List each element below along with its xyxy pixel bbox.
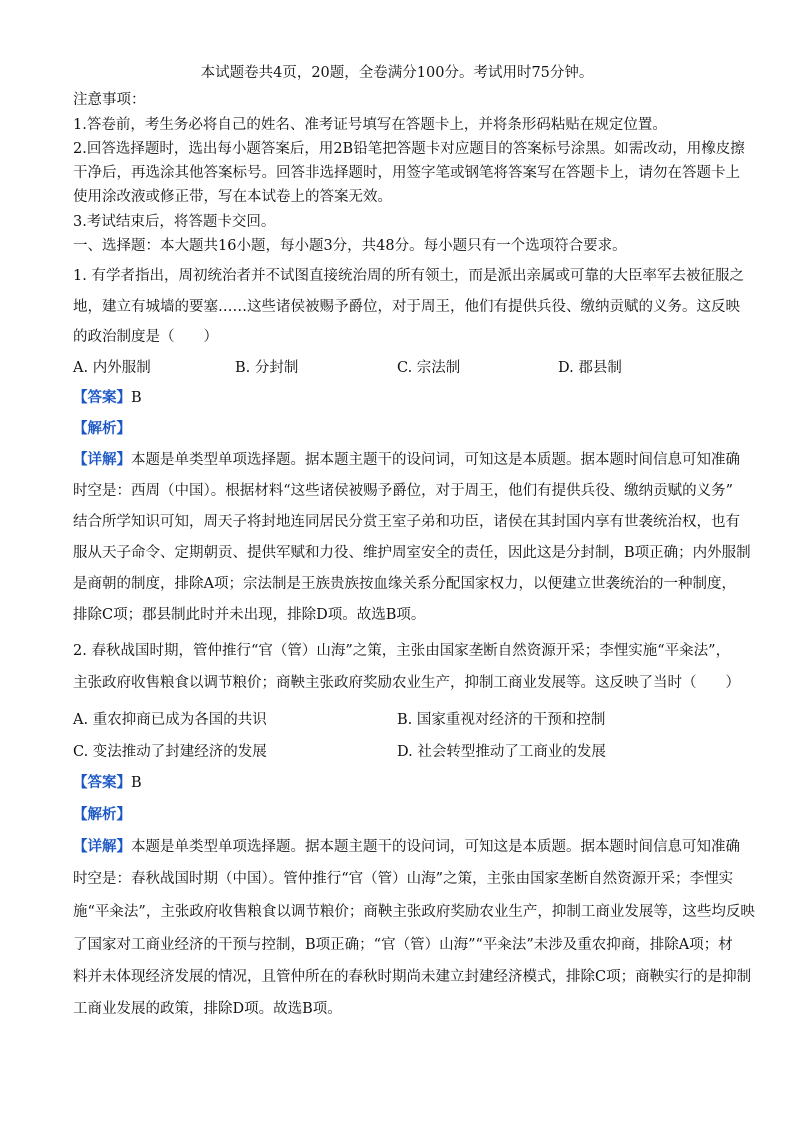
notice-item: 2.回答选择题时，选出每小题答案后，用2B铅笔把答题卡对应题目的答案标号涂黑。如需改动，用橡皮擦: [73, 141, 745, 157]
question-1-analysis-tag: [73, 419, 723, 439]
question-2-answer: [73, 773, 723, 793]
analysis-tag: 【解析】: [73, 806, 131, 823]
notice-title: 注意事项：: [73, 92, 146, 108]
detail-tag: 【详解】: [73, 451, 131, 468]
question-1-detail-line: 排除C项；郡县制此时并未出现，排除D项。故选B项。: [73, 607, 426, 623]
question-2-detail-line: 施“平籴法”，主张政府收售粮食以调节粮价；商鞅主张政府奖励农业生产，抑制工商业发展等，这些均反映: [73, 904, 755, 920]
notice-item: 干净后，再选涂其他答案标号。回答非选择题时，用签字笔或钢笔将答案写在答题卡上，请勿在答题卡上: [73, 165, 740, 181]
question-2-option-a: A. 重农抑商已成为各国的共识: [73, 712, 267, 728]
question-2-detail-line: 时空是：春秋战国时期（中国）。管仲推行“官（管）山海”之策，主张由国家垄断自然资源开采；李悝实: [73, 871, 734, 887]
detail-text: 本题是单类型单项选择题。据本题主题干的设问词，可知这是本质题。据本题时间信息可知准确: [131, 452, 740, 468]
exam-header: 本试题卷共4页，20题，全卷满分100分。考试用时75分钟。: [200, 65, 594, 81]
question-1-detail-line: 是商朝的制度，排除A项；宗法制是王族贵族按血缘关系分配国家权力，以便建立世袭统治的一种制度，: [73, 576, 736, 592]
answer-tag: 【答案】: [73, 389, 131, 406]
question-1-option-a: A. 内外服制: [73, 360, 151, 376]
answer-tag: 【答案】: [73, 774, 131, 791]
question-2-option-c: C. 变法推动了封建经济的发展: [73, 744, 267, 760]
answer-value: B: [131, 775, 142, 791]
question-1-option-d: D. 郡县制: [558, 360, 622, 376]
question-1-line: 1. 有学者指出，周初统治者并不试图直接统治周的所有领土，而是派出亲属或可靠的大臣率军去被征服之: [73, 268, 744, 284]
question-1-line: 的政治制度是（ ）: [73, 329, 218, 345]
question-2-detail-line: 了国家对工商业经济的干预与控制，B项正确；“官（管）山海”“平籴法”未涉及重农抑商，排除A项；材: [73, 937, 733, 953]
question-2-option-d: D. 社会转型推动了工商业的发展: [397, 744, 606, 760]
notice-item: 3.考试结束后，将答题卡交回。: [73, 214, 276, 230]
question-1-detail-line: 时空是：西周（中国）。根据材料“这些诸侯被赐予爵位，对于周王，他们有提供兵役、缴纳贡赋的义务”: [73, 483, 734, 499]
question-1-detail-line: 结合所学知识可知，周天子将封地连同居民分赏王室子弟和功臣，诸侯在其封国内享有世袭统治权，也有: [73, 514, 740, 530]
question-1-answer: [73, 388, 723, 408]
question-2-option-b: B. 国家重视对经济的干预和控制: [397, 712, 606, 728]
detail-text: 本题是单类型单项选择题。据本题主题干的设问词，可知这是本质题。据本题时间信息可知准确: [131, 839, 740, 855]
question-2-detail-line: 工商业发展的政策，排除D项。故选B项。: [73, 1001, 342, 1017]
question-1-line: 地，建立有城墙的要塞……这些诸侯被赐予爵位，对于周王，他们有提供兵役、缴纳贡赋的义务。这反映: [73, 299, 740, 315]
answer-value: B: [131, 390, 142, 406]
question-1-option-b: B. 分封制: [235, 360, 299, 376]
question-1-option-c: C. 宗法制: [397, 360, 461, 376]
question-2-detail-line: [73, 837, 740, 857]
question-1-detail-line: 服从天子命令、定期朝贡、提供军赋和力役、维护周室安全的责任，因此这是分封制，B项正确；内外服制: [73, 545, 751, 561]
question-2-line: 主张政府收售粮食以调节粮价；商鞅主张政府奖励农业生产，抑制工商业发展等。这反映了当时（ ）: [73, 675, 740, 691]
notice-item: 使用涂改液或修正带，写在本试卷上的答案无效。: [73, 189, 392, 205]
question-2-analysis-tag: [73, 805, 723, 825]
question-2-line: 2. 春秋战国时期，管仲推行“官（管）山海”之策，主张由国家垄断自然资源开采；李悝实施“平籴法”，: [73, 643, 731, 659]
question-1-detail-line: [73, 450, 740, 470]
notice-item: 1.答卷前，考生务必将自己的姓名、准考证号填写在答题卡上，并将条形码粘贴在规定位置。: [73, 117, 667, 133]
analysis-tag: 【解析】: [73, 420, 131, 437]
detail-tag: 【详解】: [73, 838, 131, 855]
section-title: 一、选择题：本大题共16小题，每小题3分，共48分。每小题只有一个选项符合要求。: [73, 238, 627, 254]
question-2-detail-line: 料并未体现经济发展的情况，且管仲所在的春秋时期尚未建立封建经济模式，排除C项；商鞅实行的是抑制: [73, 969, 752, 985]
